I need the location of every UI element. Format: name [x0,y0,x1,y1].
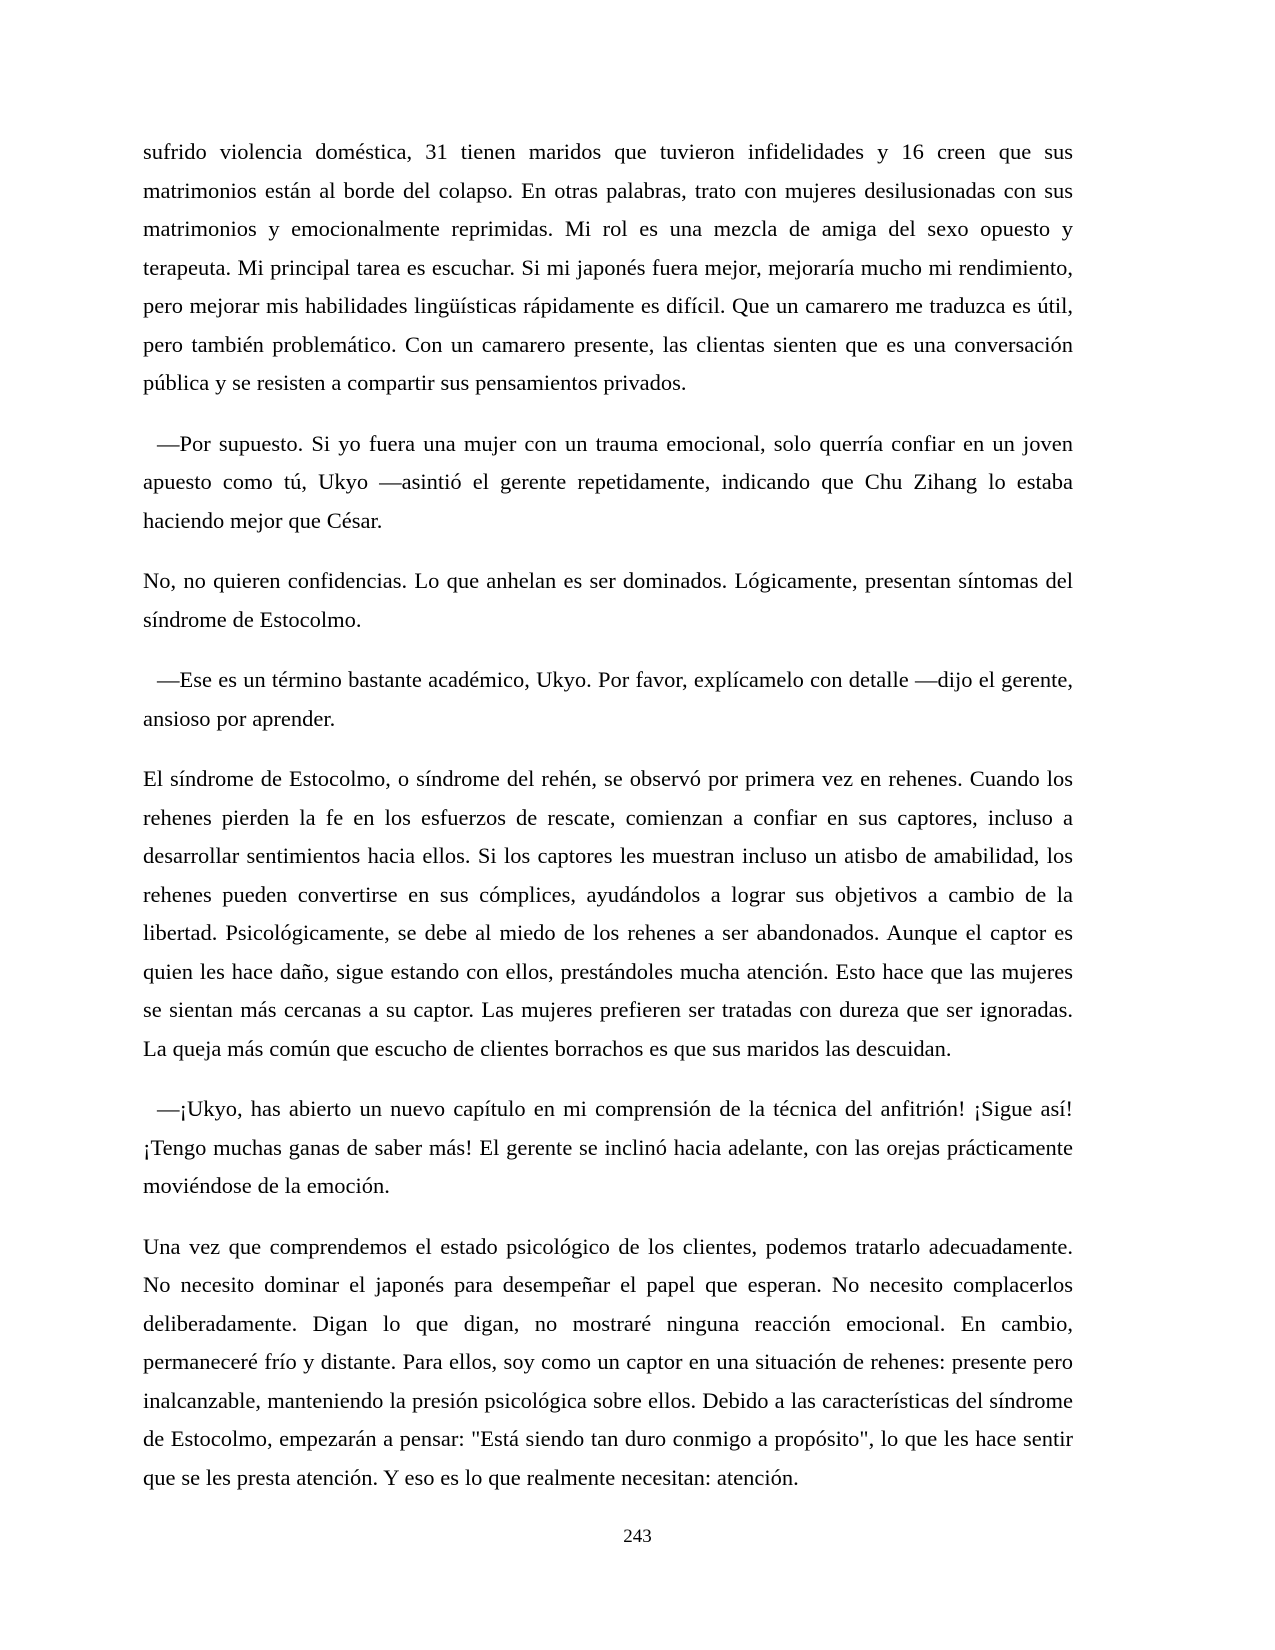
paragraph: El síndrome de Estocolmo, o síndrome del rehén, se observó por primera vez en rehenes. Cuando los rehenes pierden la fe en los esfuerzos de rescate, comienzan a confiar en sus captores, incluso a desarrollar sentimientos hacia ellos. Si los captores les muestran incluso un atisbo de amabilidad, los rehenes pueden convertirse en sus cómplices, ayudándolos a lograr sus objetivos a cambio de la libertad. Psicológicamente, se debe al miedo de los rehenes a ser abandonados. Aunque el captor es quien les hace daño, sigue estando con ellos, prestándoles mucha atención. Esto hace que las mujeres se sientan más cercanas a su captor. Las mujeres prefieren ser tratadas con dureza que ser ignoradas. La queja más común que escucho de clientes borrachos es que sus maridos las descuidan. [143,766,1073,1061]
page-number: 243 [623,1526,652,1547]
paragraph: Una vez que comprendemos el estado psicológico de los clientes, podemos tratarlo adecuadamente. No necesito dominar el japonés para desempeñar el papel que esperan. No necesito complacerlos deliberadamente. Digan lo que digan, no mostraré ninguna reacción emocional. En cambio, permaneceré frío y distante. Para ellos, soy como un captor en una situación de rehenes: presente pero inalcanzable, manteniendo la presión psicológica sobre ellos. Debido a las características del síndrome de Estocolmo, empezarán a pensar: "Está siendo tan duro conmigo a propósito", lo que les hace sentir que se les presta atención. Y eso es lo que realmente necesitan: atención. [143,1233,1073,1490]
paragraph: —Por supuesto. Si yo fuera una mujer con un trauma emocional, solo querría confiar en un joven apuesto como tú, Ukyo —asintió el gerente repetidamente, indicando que Chu Zihang lo estaba haciendo mejor que César. [143,430,1073,533]
paragraph: —¡Ukyo, has abierto un nuevo capítulo en mi comprensión de la técnica del anfitrión! ¡Sigue así! ¡Tengo muchas ganas de saber más! El gerente se inclinó hacia adelante, con las orejas prácticamente moviéndose de la emoción. [143,1096,1073,1198]
paragraph: No, no quieren confidencias. Lo que anhelan es ser dominados. Lógicamente, presentan síntomas del síndrome de Estocolmo. [143,568,1073,632]
page-body-text [143,133,1073,1497]
paragraph: —Ese es un término bastante académico, Ukyo. Por favor, explícamelo con detalle —dijo el gerente, ansioso por aprender. [143,667,1073,731]
paragraph: sufrido violencia doméstica, 31 tienen maridos que tuvieron infidelidades y 16 creen que sus matrimonios están al borde del colapso. En otras palabras, trato con mujeres desilusionadas con sus matrimonios y emocionalmente reprimidas. Mi rol es una mezcla de amiga del sexo opuesto y terapeuta. Mi principal tarea es escuchar. Si mi japonés fuera mejor, mejoraría mucho mi rendimiento, pero mejorar mis habilidades lingüísticas rápidamente es difícil. Que un camarero me traduzca es útil, pero también problemático. Con un camarero presente, las clientas sienten que es una conversación pública y se resisten a compartir sus pensamientos privados. [143,139,1073,395]
